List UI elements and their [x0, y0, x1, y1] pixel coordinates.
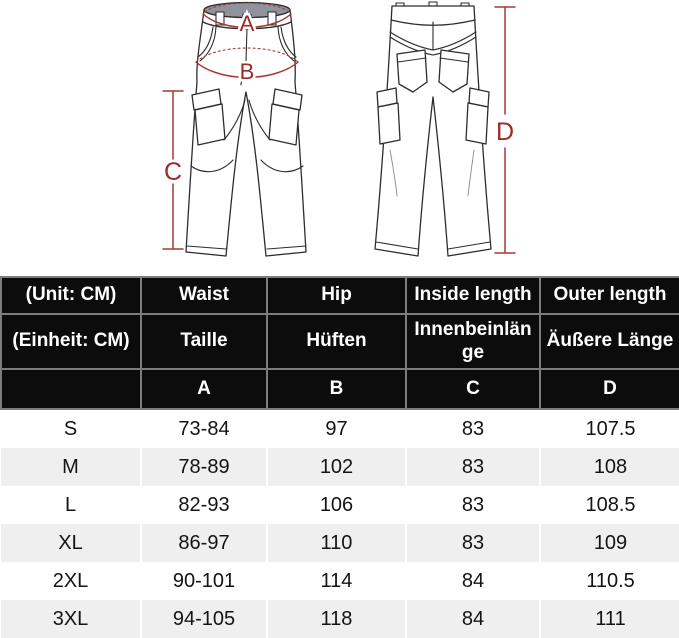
col-header-outer-length-de: Äußere Länge	[540, 314, 679, 369]
waist-value: 73-84	[141, 409, 267, 448]
hip-value: 110	[267, 524, 406, 562]
inside-length-value: 83	[406, 486, 540, 524]
back-pocket	[397, 50, 427, 92]
unit-label-en: (Unit: CM)	[1, 277, 141, 314]
header-row-english	[1, 277, 679, 314]
hip-value: 97	[267, 409, 406, 448]
letter-header-blank	[1, 369, 141, 409]
col-header-waist-en: Waist	[141, 277, 267, 314]
back-pocket	[439, 50, 469, 92]
col-header-inside-length-en: Inside length	[406, 277, 540, 314]
cargo-pocket	[269, 104, 299, 145]
outer-length-value: 109	[540, 524, 679, 562]
size-row-3xl	[1, 600, 679, 638]
pants-measurement-diagram	[0, 0, 679, 276]
inside-length-value: 83	[406, 524, 540, 562]
waist-value: 78-89	[141, 448, 267, 486]
size-cell: XL	[58, 531, 83, 554]
outer-length-value: 108.5	[540, 486, 679, 524]
waist-value: 86-97	[141, 524, 267, 562]
size-cell: 2XL	[52, 569, 89, 592]
size-cell: 3XL	[52, 607, 89, 630]
pants-front-view-drawing	[186, 3, 306, 257]
size-chart-header	[1, 277, 679, 409]
size-cell: L	[64, 493, 77, 516]
inside-length-value: 84	[406, 600, 540, 638]
size-row-l	[1, 486, 679, 524]
size-guide-diagram	[0, 0, 679, 276]
col-header-inside-length-de: Innenbeinlänge	[406, 314, 540, 369]
pants-back-view-drawing	[375, 2, 491, 256]
outer-length-value: 107.5	[540, 409, 679, 448]
size-row-m	[1, 448, 679, 486]
outer-length-value: 110.5	[540, 562, 679, 600]
inside-length-value: 83	[406, 409, 540, 448]
cargo-pocket	[378, 103, 400, 144]
letter-header-d: D	[540, 369, 679, 409]
waist-value: 94-105	[141, 600, 267, 638]
waist-value: 82-93	[141, 486, 267, 524]
hip-value: 118	[267, 600, 406, 638]
outer-length-value: 108	[540, 448, 679, 486]
hip-value: 114	[267, 562, 406, 600]
cargo-pocket	[195, 104, 225, 145]
size-row-s	[1, 409, 679, 448]
cargo-pocket	[466, 103, 488, 144]
inside-length-value: 84	[406, 562, 540, 600]
outer-length-measure-label-d: D	[495, 118, 515, 146]
unit-label-de: (Einheit: CM)	[1, 314, 141, 369]
size-cell: M	[62, 455, 79, 478]
inside-length-measure-label-c: C	[163, 158, 183, 186]
size-chart-table	[0, 276, 679, 638]
col-header-outer-length-en: Outer length	[540, 277, 679, 314]
header-row-german	[1, 314, 679, 369]
col-header-waist-de: Taille	[141, 314, 267, 369]
letter-header-c: C	[406, 369, 540, 409]
outer-length-value: 111	[540, 600, 679, 638]
hip-value: 102	[267, 448, 406, 486]
waist-measure-label-a: A	[239, 11, 255, 36]
col-header-hip-de: Hüften	[267, 314, 406, 369]
waist-value: 90-101	[141, 562, 267, 600]
letter-header-b: B	[267, 369, 406, 409]
col-header-hip-en: Hip	[267, 277, 406, 314]
letter-header-a: A	[141, 369, 267, 409]
size-chart-body	[1, 409, 679, 638]
size-cell: S	[63, 417, 78, 440]
inside-length-value: 83	[406, 448, 540, 486]
header-row-letters	[1, 369, 679, 409]
size-row-xl	[1, 524, 679, 562]
size-row-2xl	[1, 562, 679, 600]
hip-measure-label-b: B	[239, 59, 255, 84]
hip-value: 106	[267, 486, 406, 524]
